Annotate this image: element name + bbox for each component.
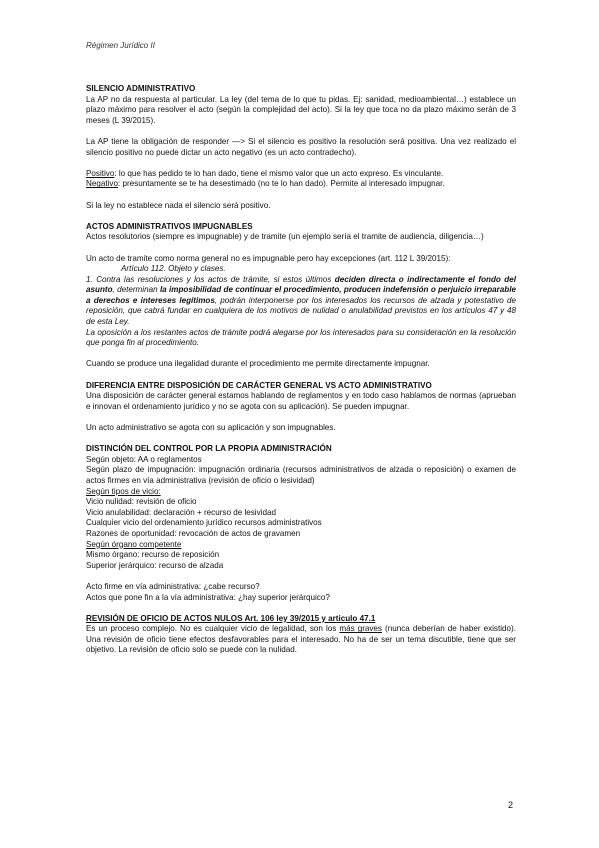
article-heading: Artículo 112. Objeto y clases. [121, 264, 226, 274]
question-line: Actos que pone fin a la vía administrativa: ¿hay superior jerárquico? [86, 592, 330, 602]
paragraph: Una disposición de carácter general estamos hablando de reglamentos y en todo caso hablamos de normas (aprueban e innovan el ordenamiento jurídico y no se agota con su aplicación). Se pueden impugnar. [86, 391, 516, 411]
positivo-line [86, 169, 516, 180]
list-line: Vicio nulidad: revisión de oficio [86, 497, 197, 507]
list-line: Cualquier vicio del ordenamiento jurídico recursos administrativos [86, 518, 322, 528]
negativo-label: Negativo [86, 179, 118, 189]
positivo-label: Positivo [86, 168, 115, 178]
subheading: Según órgano competente [86, 539, 182, 549]
section-title-silencio: SILENCIO ADMINISTRATIVO [86, 84, 196, 93]
page-content [86, 84, 516, 656]
positivo-text: : lo que has pedido te lo han dado, tiene el mismo valor que un acto expreso. Es vinculante. [114, 168, 444, 178]
paragraph: Actos resolutorios (siempre es impugnable) y de tramite (un ejemplo sería el tramite de audiencia, diligencia…) [86, 232, 484, 242]
quote-emphasis: la imposibilidad de continuar el procedimiento, producen indefensión o perjuicio irreparable a derechos e intereses legítimos [86, 285, 516, 305]
paragraph: La AP no da respuesta al particular. La ley (del tema de lo que tu pidas. Ej: sanidad, medioambiental…) establece un plazo máximo para resolver el acto (según la complejidad del acto). Si la ley que toca no da plazo máximo serán de 3 meses (L 39/2015). [86, 94, 516, 125]
section-title-diferencia: DIFERENCIA ENTRE DISPOSICIÓN DE CARÁCTER GENERAL VS ACTO ADMINISTRATIVO [86, 380, 432, 390]
article-quote: 1. Contra las resoluciones y los actos de trámite, si estos últimos deciden directa o indirectamente el fondo del asunto, determinan la imposibilidad de continuar el procedimiento, producen indefensión o perjuicio irreparable a derechos e intereses legítimos, podrán interponerse por los interesados los recursos de alzada y potestativo de reposición, que cabrá fundar en cualquiera de los motivos de nulidad o anulabilidad previstos en los artículos 47 y 48 de esta Ley. [86, 274, 516, 327]
page-number: 2 [508, 800, 514, 810]
section-title-impugnables: ACTOS ADMINISTRATIVOS IMPUGNABLES [86, 221, 253, 231]
subheading: Según tipos de vicio: [86, 486, 161, 496]
negativo-text: : presuntamente se te ha desestimado (no te lo han dado). Permite al interesado impugnar. [117, 179, 445, 189]
question-line: Acto firme en vía administrativa: ¿cabe recurso? [86, 581, 260, 591]
list-line: Superior jerárquico: recurso de alzada [86, 560, 224, 570]
underlined-emphasis: más graves [339, 624, 382, 634]
paragraph: Cuando se produce una ilegalidad durante el procedimiento me permite directamente impugnar. [86, 359, 430, 369]
list-line: Vicio anulabilidad: declaración + recurso de lesividad [86, 507, 276, 517]
paragraph: Si la ley no establece nada el silencio será positivo. [86, 200, 271, 210]
paragraph: La AP tiene la obligación de responder —> Si el silencio es positivo la resolución será positiva. Una vez realizado el silencio positivo no puede dictar un acto negativo (es un acto contradecho). [86, 136, 516, 157]
list-line: Razones de oportunidad: revocación de actos de gravamen [86, 528, 301, 538]
paragraph: Un acto administrativo se agota con su aplicación y son impugnables. [86, 423, 336, 432]
list-line: Según objeto: AA o reglamentos [86, 454, 202, 464]
paragraph: Un acto de tramite como norma general no es impugnable pero hay excepciones (art. 112 L 39/2015): [86, 253, 451, 263]
quote-emphasis: deciden directa o indirectamente el fondo del asunto [86, 274, 516, 295]
section-title-revision: REVISIÓN DE OFICIO DE ACTOS NULOS Art. 106 ley 39/2015 y articulo 47.1 [86, 613, 376, 623]
page-header: Régimen Jurídico II [86, 41, 155, 50]
article-quote: La oposición a los restantes actos de trámite podrá alegarse por los interesados para su consideración en la resolución que ponga fin al procedimiento. [86, 327, 516, 348]
paragraph: Es un proceso complejo. No es cualquier vicio de legalidad, son los más graves (nunca deberían de haber existido). Una revisión de oficio tiene efectos desfavorables para el interesado. No ha de ser un tema discutible, tiene que ser objetivo. La revisión de oficio solo se puede con la nulidad. [86, 624, 516, 655]
list-line: Mismo órgano: recurso de reposición [86, 550, 220, 560]
negativo-line [86, 179, 516, 190]
list-line: Según plazo de impugnación: impugnación ordinaria (recursos administrativos de alzada o reposición) o examen de actos firmes en vía administrativa (revisión de oficio o lesividad) [86, 465, 516, 485]
section-title-control: DISTINCIÓN DEL CONTROL POR LA PROPIA ADMINISTRACIÓN [86, 444, 332, 454]
